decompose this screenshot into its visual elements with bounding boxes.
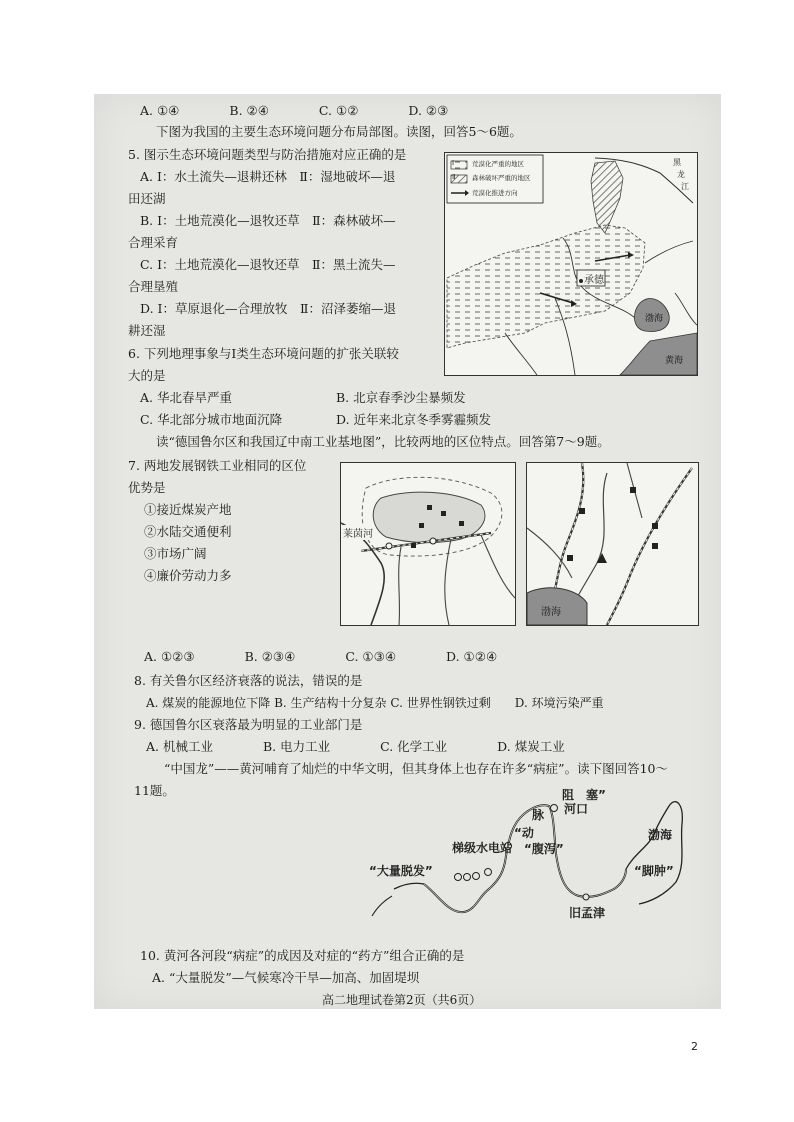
- label-tiji: 梯级水电站: [452, 841, 513, 855]
- q10-option-a: A. “大量脱发”—气候寒冷干旱—加高、加固堤坝: [152, 970, 420, 985]
- label-bohai-2: 渤海: [541, 607, 561, 618]
- label-hekou: 河口: [564, 802, 589, 816]
- q6-stem: 6. 下列地理事象与Ⅰ类生态环境问题的扩张关联较: [128, 346, 399, 361]
- q7-stem-cont: 优势是: [128, 480, 166, 495]
- q7-item-1: ①接近煤炭产地: [144, 502, 232, 517]
- label-bohai-3: 渤海: [648, 828, 673, 842]
- ecology-map-graphic: [445, 153, 697, 375]
- ruhr-map: [340, 462, 516, 626]
- ruhr-map-graphic: [341, 463, 515, 625]
- q5-option-a: A. Ⅰ：水土流失—退耕还林 Ⅱ：湿地破坏—退: [140, 169, 396, 184]
- q4-options: A. ①④ B. ②④ C. ①② D. ②③: [140, 103, 449, 118]
- label-jiumengjin: 旧孟津: [569, 906, 606, 920]
- q5-option-d-cont: 耕还湿: [128, 323, 166, 338]
- label-fuxie: “腹泻”: [524, 842, 564, 856]
- yellow-river-map: [364, 784, 694, 934]
- liaozhongnan-map-graphic: [527, 463, 698, 625]
- page-number: 2: [691, 1040, 698, 1053]
- q9-stem: 9. 德国鲁尔区衰落最为明显的工业部门是: [134, 717, 363, 732]
- exam-sheet: [94, 94, 721, 1009]
- liaozhongnan-map: [526, 462, 699, 626]
- label-bohai: 渤海: [645, 314, 664, 324]
- intro-10-11: “中国龙”——黄河哺育了灿烂的中华文明，但其身体上也存在许多“病症”。读下图回答10～: [164, 761, 668, 776]
- q5-option-a-cont: 田还湖: [128, 191, 166, 206]
- legend-advance: 荒漠化推进方向: [472, 189, 518, 197]
- label-dong: “动: [514, 826, 534, 840]
- q8-options: A. 煤炭的能源地位下降 B. 生产结构十分复杂 C. 世界性钢铁过剩 D. 环境污染严重: [146, 696, 604, 710]
- q7-stem: 7. 两地发展钢铁工业相同的区位: [128, 458, 307, 473]
- q5-option-c: C. Ⅰ：土地荒漠化—退牧还草 Ⅱ：黑土流失—: [140, 257, 396, 272]
- q7-options: A. ①②③ B. ②③④ C. ①③④ D. ①②④: [144, 649, 498, 664]
- q6-option-a: A. 华北春旱严重: [140, 390, 232, 405]
- label-mai: 脉: [532, 808, 545, 822]
- label-heilong-2: 龙: [677, 170, 685, 179]
- yellow-river-graphic: [364, 784, 694, 934]
- ecology-problem-map: [444, 152, 698, 376]
- q8-stem: 8. 有关鲁尔区经济衰落的说法，错误的是: [134, 673, 363, 688]
- intro-10-11-cont: 11题。: [134, 783, 175, 798]
- page-footer: 高二地理试卷第2页（共6页）: [322, 993, 482, 1007]
- label-jiaozhong: “脚肿”: [634, 864, 674, 878]
- label-huanghai: 黄海: [665, 356, 684, 366]
- intro-7-9: 读“德国鲁尔区和我国辽中南工业基地图”，比较两地的区位特点。回答第7～9题。: [156, 434, 610, 449]
- q6-stem-cont: 大的是: [128, 368, 166, 383]
- q5-option-c-cont: 合理垦殖: [128, 279, 179, 294]
- label-chengde: 承德: [584, 275, 604, 286]
- q5-option-b-cont: 合理采育: [128, 235, 179, 250]
- legend-forest: 森林破坏严重的地区: [472, 174, 531, 182]
- q5-option-b: B. Ⅰ：土地荒漠化—退牧还草 Ⅱ：森林破坏—: [140, 213, 396, 228]
- q10-stem: 10. 黄河各河段“病症”的成因及对症的“药方”组合正确的是: [140, 948, 465, 963]
- q6-option-b: B. 北京春季沙尘暴频发: [336, 390, 466, 405]
- legend-roman-2: Ⅱ: [452, 173, 456, 181]
- label-heilong-3: 江: [681, 182, 689, 191]
- q5-stem: 5. 图示生态环境问题类型与防治措施对应正确的是: [128, 147, 407, 162]
- legend-roman-1: Ⅰ: [452, 159, 455, 167]
- q6-option-d: D. 近年来北京冬季雾霾频发: [336, 412, 492, 427]
- label-rhine: 莱茵河: [343, 525, 373, 540]
- label-zusai: 阻 塞”: [562, 788, 606, 802]
- q7-item-3: ③市场广阔: [144, 546, 207, 561]
- intro-5-6: 下图为我国的主要生态环境问题分布局部图。读图，回答5～6题。: [156, 124, 522, 139]
- q6-option-c: C. 华北部分城市地面沉降: [140, 412, 283, 427]
- q5-option-d: D. Ⅰ：草原退化—合理放牧 Ⅱ：沼泽萎缩—退: [140, 301, 396, 316]
- q9-options: A. 机械工业 B. 电力工业 C. 化学工业 D. 煤炭工业: [146, 739, 565, 754]
- q7-item-2: ②水陆交通便利: [144, 524, 232, 539]
- q7-item-4: ④廉价劳动力多: [144, 568, 232, 583]
- label-heilong-1: 黑: [673, 158, 681, 167]
- legend-desertification: 荒漠化严重的地区: [472, 160, 524, 168]
- label-tuofa: “大量脱发”: [369, 864, 433, 878]
